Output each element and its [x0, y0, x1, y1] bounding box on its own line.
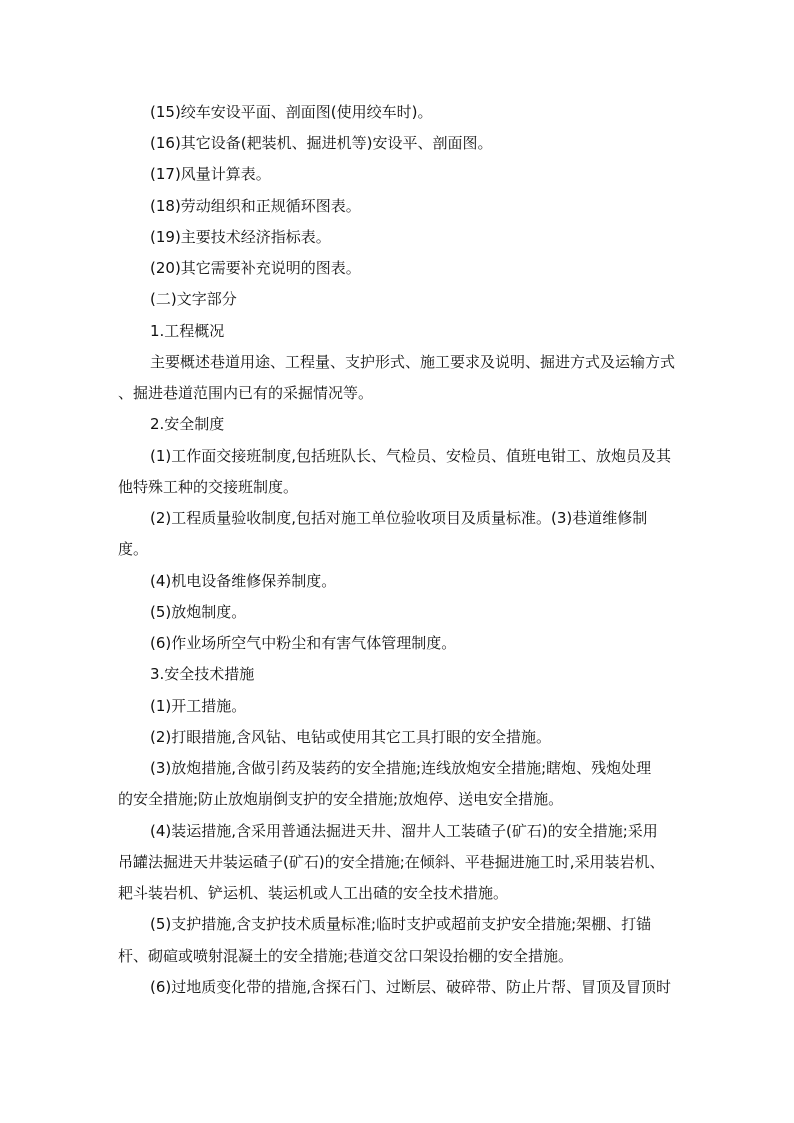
subheading-safety-system: 2.安全制度 — [150, 415, 225, 433]
paragraph-overview-line-1: 主要概述巷道用途、工程量、支护形式、施工要求及说明、掘进方式及运输方式 — [150, 353, 676, 371]
list-item-15: (15)绞车安设平面、剖面图(使用绞车时)。 — [150, 103, 433, 121]
safety-system-item-5: (5)放炮制度。 — [150, 603, 247, 621]
list-item-17: (17)风量计算表。 — [150, 165, 271, 183]
safety-system-item-4: (4)机电设备维修保养制度。 — [150, 572, 337, 590]
safety-system-item-1-line-1: (1)工作面交接班制度,包括班队长、气检员、安检员、值班电钳工、放炮员及其 — [150, 447, 672, 465]
list-item-18: (18)劳动组织和正规循环图表。 — [150, 197, 361, 215]
safety-system-item-2-line-1: (2)工程质量验收制度,包括对施工单位验收项目及质量标准。(3)巷道维修制 — [150, 509, 648, 527]
list-item-16: (16)其它设备(耙装机、掘进机等)安设平、剖面图。 — [150, 134, 493, 152]
measure-item-3-line-1: (3)放炮措施,含做引药及装药的安全措施;连线放炮安全措施;瞎炮、残炮处理 — [150, 759, 652, 777]
subheading-safety-measures: 3.安全技术措施 — [150, 665, 255, 683]
section-heading-text-part: (二)文字部分 — [150, 290, 237, 308]
measure-item-4-line-1: (4)装运措施,含采用普通法掘进天井、溜井人工装碴子(矿石)的安全措施;采用 — [150, 822, 658, 840]
measure-item-5-line-1: (5)支护措施,含支护技术质量标准;临时支护或超前支护安全措施;架棚、打锚 — [150, 915, 652, 933]
safety-system-item-2-line-2: 度。 — [118, 540, 149, 558]
safety-system-item-6: (6)作业场所空气中粉尘和有害气体管理制度。 — [150, 634, 457, 652]
list-item-19: (19)主要技术经济指标表。 — [150, 228, 331, 246]
measure-item-3-line-2: 的安全措施;防止放炮崩倒支护的安全措施;放炮停、送电安全措施。 — [118, 790, 564, 808]
measure-item-2: (2)打眼措施,含风钻、电钻或使用其它工具打眼的安全措施。 — [150, 728, 552, 746]
measure-item-1: (1)开工措施。 — [150, 697, 247, 715]
subheading-project-overview: 1.工程概况 — [150, 322, 225, 340]
measure-item-6-line-1: (6)过地质变化带的措施,含探石门、过断层、破碎带、防止片帮、冒顶及冒顶时 — [150, 978, 672, 996]
measure-item-5-line-2: 杆、砌碹或喷射混凝土的安全措施;巷道交岔口架设抬棚的安全措施。 — [118, 947, 574, 965]
measure-item-4-line-2: 吊罐法掘进天井装运碴子(矿石)的安全措施;在倾斜、平巷掘进施工时,采用装岩机、 — [118, 853, 665, 871]
list-item-20: (20)其它需要补充说明的图表。 — [150, 259, 361, 277]
safety-system-item-1-line-2: 他特殊工种的交接班制度。 — [118, 478, 299, 496]
paragraph-overview-line-2: 、掘进巷道范围内已有的采掘情况等。 — [118, 384, 374, 402]
measure-item-4-line-3: 耙斗装岩机、铲运机、装运机或人工出碴的安全技术措施。 — [118, 884, 509, 902]
